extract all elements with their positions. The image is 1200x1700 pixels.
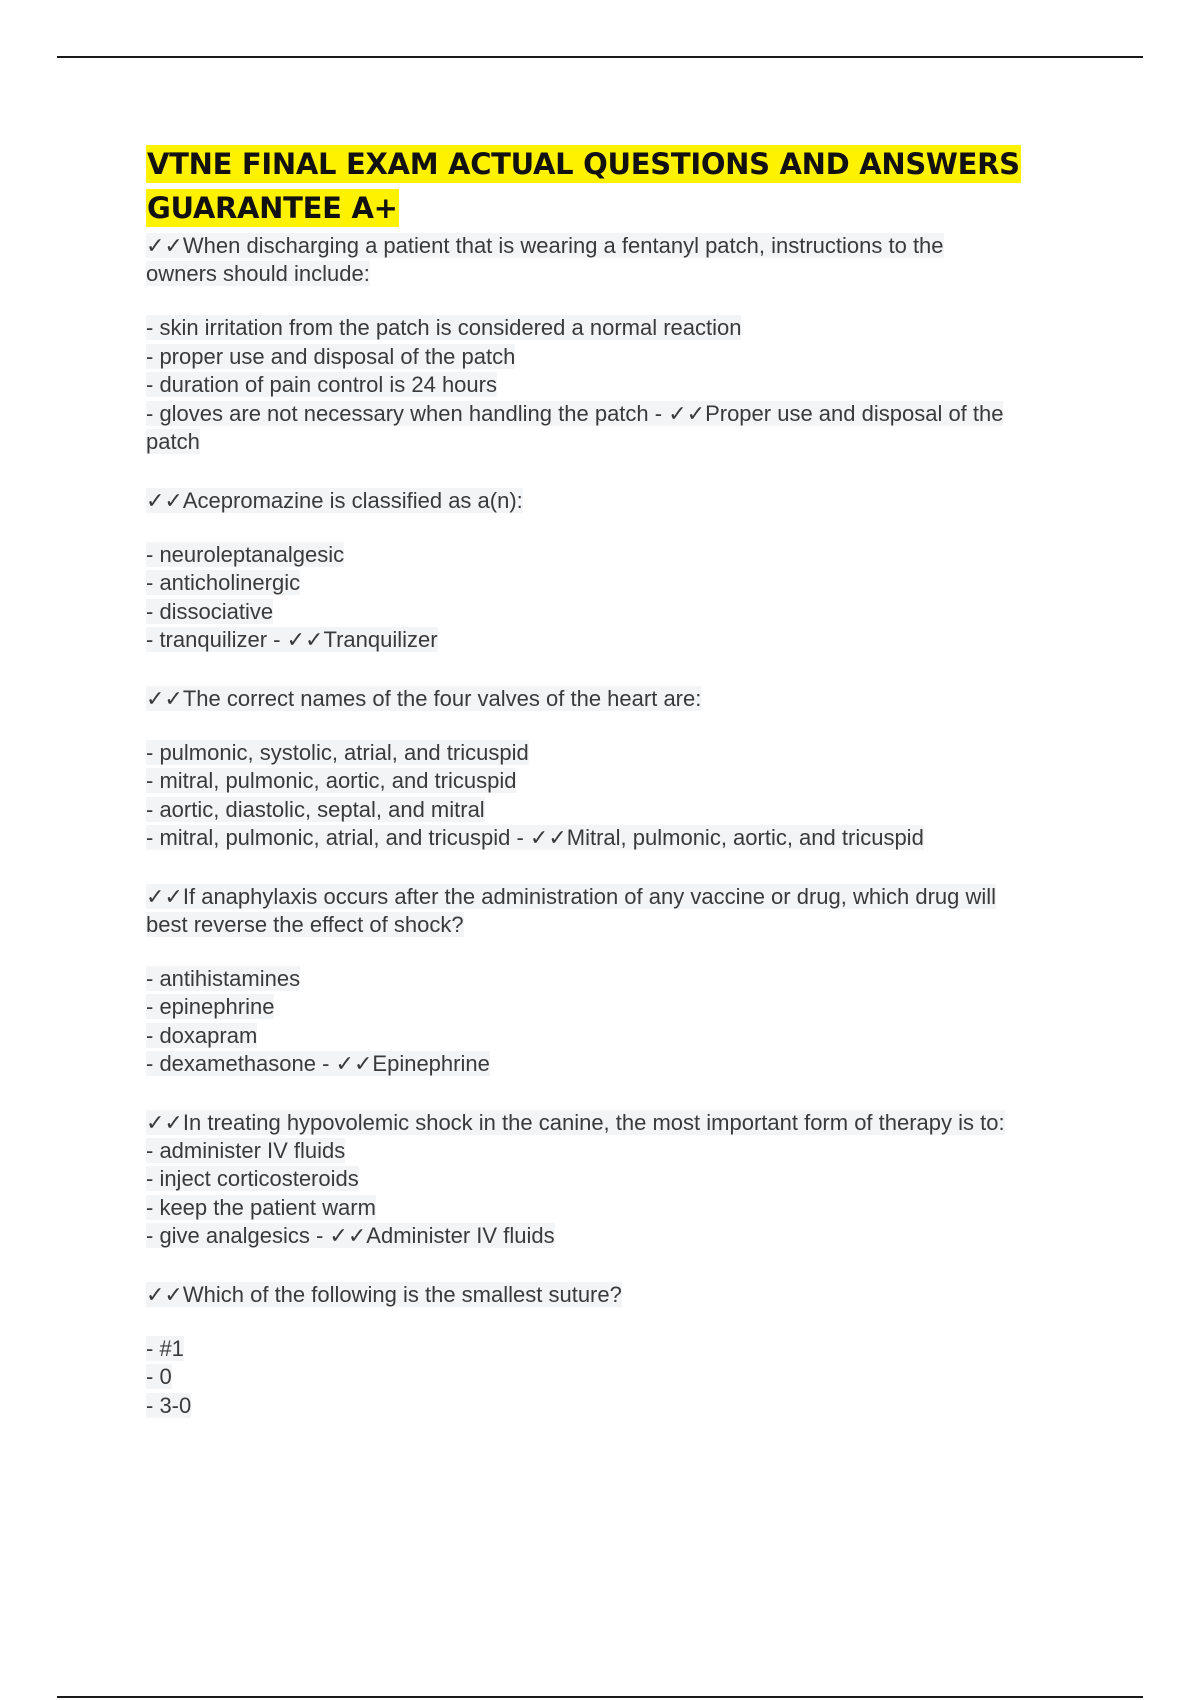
question-prompt [146, 232, 1106, 288]
prompt-line: ✓✓Acepromazine is classified as a(n): [146, 487, 523, 513]
answer-options [146, 1335, 1106, 1421]
option: - skin irritation from the patch is considered a normal reaction [146, 315, 742, 340]
question-block [146, 487, 1106, 655]
question-prompt [146, 487, 1106, 515]
option: - neuroleptanalgesic [146, 541, 345, 567]
question-block [146, 1109, 1106, 1251]
option: - keep the patient warm [146, 1194, 376, 1220]
prompt-line: best reverse the effect of shock? [146, 911, 464, 937]
option: - anticholinergic [146, 570, 301, 595]
option: - dissociative [146, 598, 274, 624]
option: - doxapram [146, 1022, 258, 1048]
option: - administer IV fluids [146, 1137, 346, 1163]
question-prompt [146, 685, 1106, 713]
question-block [146, 232, 1106, 457]
answer-options [146, 314, 1106, 457]
question-block [146, 685, 1106, 853]
option: - antihistamines [146, 965, 301, 991]
option: - epinephrine [146, 994, 275, 1019]
prompt-line: owners should include: [146, 261, 370, 286]
answer-options [146, 965, 1106, 1079]
question-prompt [146, 1281, 1106, 1309]
option: - inject corticosteroids [146, 1166, 359, 1191]
prompt-line: ✓✓When discharging a patient that is wearing a fentanyl patch, instructions to the [146, 233, 944, 258]
answer-options [146, 1137, 1106, 1251]
answer-continuation: patch [146, 429, 200, 454]
footer-rule [57, 1696, 1143, 1698]
option: - 0 [146, 1364, 172, 1389]
title-line-1: VTNE FINAL EXAM ACTUAL QUESTIONS AND ANSWERS [147, 147, 1020, 181]
option-with-answer: - gloves are not necessary when handling the patch - ✓✓Proper use and disposal of the [146, 400, 1004, 426]
title-line-2: GUARANTEE A+ [147, 191, 398, 225]
prompt-line: ✓✓The correct names of the four valves of the heart are: [146, 685, 702, 711]
question-block [146, 883, 1106, 1079]
header-rule [57, 56, 1143, 58]
option: - mitral, pulmonic, aortic, and tricuspid [146, 768, 517, 793]
document-body [146, 142, 1106, 1420]
answer-options [146, 739, 1106, 853]
option-with-answer: - give analgesics - ✓✓Administer IV fluids [146, 1223, 555, 1248]
prompt-line: ✓✓In treating hypovolemic shock in the canine, the most important form of therapy is to: [146, 1109, 1005, 1135]
option: - 3-0 [146, 1392, 192, 1418]
option: - proper use and disposal of the patch [146, 343, 516, 369]
document-title [146, 142, 1106, 230]
option-with-answer: - dexamethasone - ✓✓Epinephrine [146, 1051, 490, 1076]
question-prompt [146, 883, 1106, 939]
prompt-line: ✓✓Which of the following is the smallest suture? [146, 1281, 622, 1307]
prompt-line: ✓✓If anaphylaxis occurs after the administration of any vaccine or drug, which drug will [146, 883, 997, 909]
option: - duration of pain control is 24 hours [146, 372, 497, 397]
option-with-answer: - tranquilizer - ✓✓Tranquilizer [146, 627, 438, 652]
question-block [146, 1281, 1106, 1421]
answer-options [146, 541, 1106, 655]
question-prompt [146, 1109, 1106, 1137]
option-with-answer: - mitral, pulmonic, atrial, and tricuspid - ✓✓Mitral, pulmonic, aortic, and tricuspid [146, 825, 924, 850]
option: - #1 [146, 1335, 184, 1361]
option: - pulmonic, systolic, atrial, and tricuspid [146, 739, 529, 765]
option: - aortic, diastolic, septal, and mitral [146, 796, 485, 822]
